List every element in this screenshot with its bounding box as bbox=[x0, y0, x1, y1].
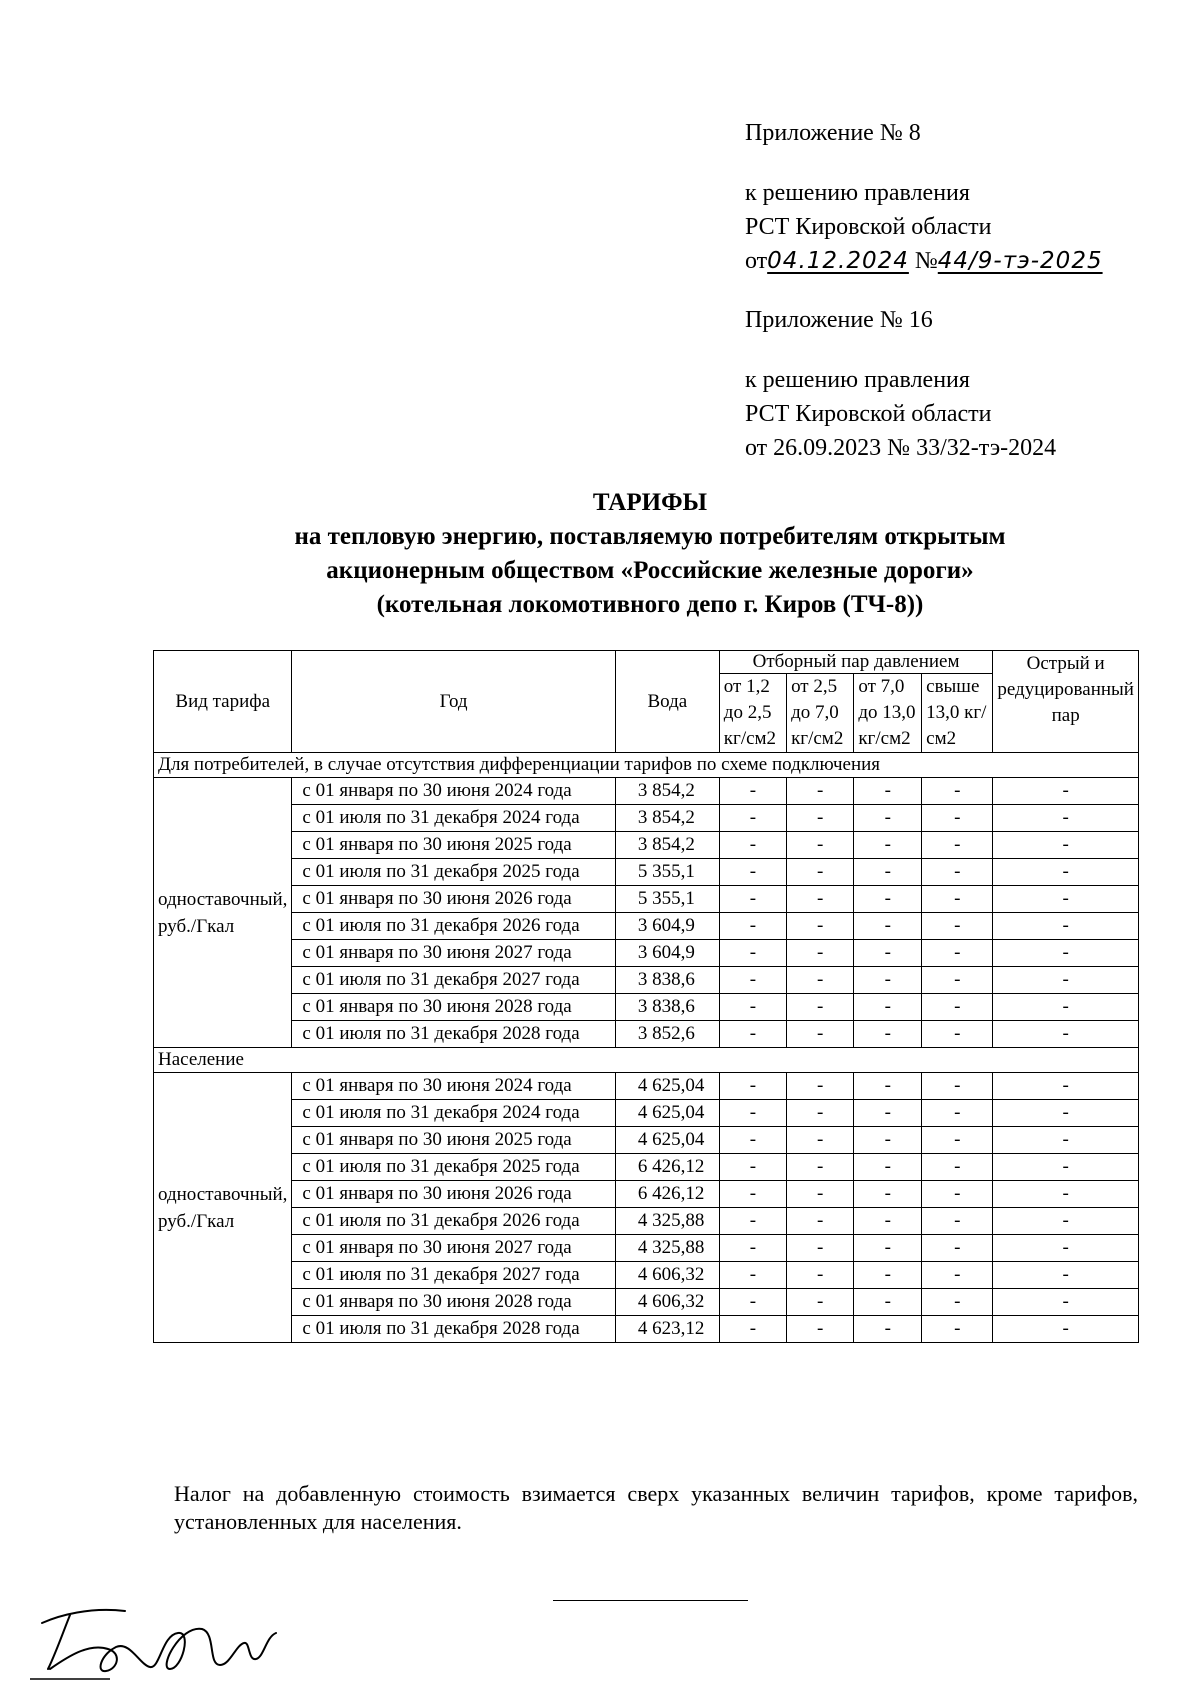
appendix-16-line3: от 26.09.2023 № 33/32-тэ-2024 bbox=[745, 435, 1057, 461]
empty-value-cell: - bbox=[993, 859, 1139, 886]
period-cell: с 01 июля по 31 декабря 2027 года bbox=[292, 967, 615, 994]
empty-value-cell: - bbox=[719, 805, 786, 832]
empty-value-cell: - bbox=[993, 1127, 1139, 1154]
empty-value-cell: - bbox=[787, 913, 854, 940]
water-tariff-cell: 5 355,1 bbox=[615, 859, 719, 886]
appendix-16-line2: РСТ Кировской области bbox=[745, 401, 992, 427]
heading-line3: (котельная локомотивного депо г. Киров (ТЧ-8)) bbox=[376, 591, 924, 618]
empty-value-cell: - bbox=[922, 1127, 993, 1154]
period-cell: с 01 января по 30 июня 2024 года bbox=[292, 1073, 615, 1100]
empty-value-cell: - bbox=[719, 1100, 786, 1127]
empty-value-cell: - bbox=[993, 832, 1139, 859]
heading-line1: на тепловую энергию, поставляемую потребителям открытым bbox=[294, 523, 1006, 550]
empty-value-cell: - bbox=[993, 913, 1139, 940]
appendix-8-line1: к решению правления bbox=[745, 180, 970, 206]
empty-value-cell: - bbox=[854, 805, 922, 832]
empty-value-cell: - bbox=[854, 967, 922, 994]
period-cell: с 01 января по 30 июня 2024 года bbox=[292, 778, 615, 805]
tariff-table bbox=[153, 650, 1139, 1343]
header-steam-1-2-to-2-5: от 1,2 до 2,5 кг/см2 bbox=[719, 674, 786, 753]
header-tariff-type: Вид тарифа bbox=[154, 651, 292, 753]
header-steam-group: Отборный пар давлением bbox=[719, 651, 993, 674]
empty-value-cell: - bbox=[787, 1100, 854, 1127]
empty-value-cell: - bbox=[993, 1262, 1139, 1289]
empty-value-cell: - bbox=[787, 886, 854, 913]
tariff-table-body bbox=[154, 753, 1139, 1343]
period-cell: с 01 января по 30 июня 2027 года bbox=[292, 940, 615, 967]
empty-value-cell: - bbox=[719, 1316, 786, 1343]
table-row bbox=[154, 1127, 1139, 1154]
empty-value-cell: - bbox=[922, 1021, 993, 1048]
table-row bbox=[154, 1316, 1139, 1343]
heading-line2: акционерным обществом «Российские железные дороги» bbox=[326, 557, 974, 584]
empty-value-cell: - bbox=[993, 1235, 1139, 1262]
section-title: Население bbox=[154, 1048, 1139, 1073]
empty-value-cell: - bbox=[719, 940, 786, 967]
empty-value-cell: - bbox=[854, 859, 922, 886]
empty-value-cell: - bbox=[922, 859, 993, 886]
water-tariff-cell: 5 355,1 bbox=[615, 886, 719, 913]
header-water: Вода bbox=[615, 651, 719, 753]
table-row bbox=[154, 1021, 1139, 1048]
empty-value-cell: - bbox=[787, 1262, 854, 1289]
table-row bbox=[154, 805, 1139, 832]
empty-value-cell: - bbox=[993, 994, 1139, 1021]
empty-value-cell: - bbox=[719, 1154, 786, 1181]
table-row bbox=[154, 1154, 1139, 1181]
water-tariff-cell: 3 604,9 bbox=[615, 940, 719, 967]
empty-value-cell: - bbox=[854, 1073, 922, 1100]
empty-value-cell: - bbox=[787, 1181, 854, 1208]
empty-value-cell: - bbox=[719, 994, 786, 1021]
water-tariff-cell: 3 854,2 bbox=[615, 805, 719, 832]
appendix-8-date-line bbox=[745, 244, 1103, 278]
empty-value-cell: - bbox=[922, 886, 993, 913]
water-tariff-cell: 4 606,32 bbox=[615, 1262, 719, 1289]
water-tariff-cell: 4 625,04 bbox=[615, 1127, 719, 1154]
table-row bbox=[154, 832, 1139, 859]
empty-value-cell: - bbox=[854, 1100, 922, 1127]
empty-value-cell: - bbox=[787, 1073, 854, 1100]
period-cell: с 01 января по 30 июня 2026 года bbox=[292, 886, 615, 913]
appendix-8-from: от bbox=[745, 248, 768, 274]
empty-value-cell: - bbox=[922, 832, 993, 859]
empty-value-cell: - bbox=[993, 1100, 1139, 1127]
empty-value-cell: - bbox=[854, 1154, 922, 1181]
water-tariff-cell: 4 325,88 bbox=[615, 1235, 719, 1262]
period-cell: с 01 июля по 31 декабря 2027 года bbox=[292, 1262, 615, 1289]
empty-value-cell: - bbox=[719, 1208, 786, 1235]
empty-value-cell: - bbox=[787, 1208, 854, 1235]
water-tariff-cell: 3 838,6 bbox=[615, 967, 719, 994]
empty-value-cell: - bbox=[787, 940, 854, 967]
period-cell: с 01 июля по 31 декабря 2028 года bbox=[292, 1021, 615, 1048]
empty-value-cell: - bbox=[993, 1073, 1139, 1100]
table-row bbox=[154, 913, 1139, 940]
table-row bbox=[154, 1262, 1139, 1289]
empty-value-cell: - bbox=[719, 778, 786, 805]
table-row bbox=[154, 1100, 1139, 1127]
period-cell: с 01 января по 30 июня 2025 года bbox=[292, 832, 615, 859]
empty-value-cell: - bbox=[993, 886, 1139, 913]
empty-value-cell: - bbox=[854, 886, 922, 913]
empty-value-cell: - bbox=[719, 859, 786, 886]
table-row bbox=[154, 1073, 1139, 1100]
vat-note-text: Налог на добавленную стоимость взимается сверх указанных величин тарифов, кроме тарифов, установленных для населения. bbox=[174, 1481, 1138, 1534]
empty-value-cell: - bbox=[922, 1235, 993, 1262]
header-steam-2-5-to-7: от 2,5 до 7,0 кг/см2 bbox=[787, 674, 854, 753]
empty-value-cell: - bbox=[854, 1208, 922, 1235]
period-cell: с 01 июля по 31 декабря 2024 года bbox=[292, 1100, 615, 1127]
empty-value-cell: - bbox=[787, 805, 854, 832]
section-title: Для потребителей, в случае отсутствия дифференциации тарифов по схеме подключения bbox=[154, 753, 1139, 778]
water-tariff-cell: 4 325,88 bbox=[615, 1208, 719, 1235]
table-row bbox=[154, 1208, 1139, 1235]
empty-value-cell: - bbox=[719, 1262, 786, 1289]
empty-value-cell: - bbox=[854, 1289, 922, 1316]
empty-value-cell: - bbox=[787, 967, 854, 994]
header-steam-over-13: свыше 13,0 кг/см2 bbox=[922, 674, 993, 753]
document-heading bbox=[150, 486, 1150, 622]
heading-title: ТАРИФЫ bbox=[592, 489, 708, 516]
table-row bbox=[154, 967, 1139, 994]
empty-value-cell: - bbox=[787, 859, 854, 886]
period-cell: с 01 июля по 31 декабря 2025 года bbox=[292, 1154, 615, 1181]
empty-value-cell: - bbox=[787, 1154, 854, 1181]
empty-value-cell: - bbox=[922, 1208, 993, 1235]
empty-value-cell: - bbox=[993, 1208, 1139, 1235]
empty-value-cell: - bbox=[719, 1127, 786, 1154]
empty-value-cell: - bbox=[922, 1262, 993, 1289]
empty-value-cell: - bbox=[787, 832, 854, 859]
empty-value-cell: - bbox=[922, 940, 993, 967]
table-row bbox=[154, 940, 1139, 967]
empty-value-cell: - bbox=[922, 994, 993, 1021]
appendix-8-title: Приложение № 8 bbox=[745, 120, 921, 146]
header-steam-7-to-13: от 7,0 до 13,0 кг/см2 bbox=[854, 674, 922, 753]
period-cell: с 01 июля по 31 декабря 2026 года bbox=[292, 913, 615, 940]
empty-value-cell: - bbox=[787, 1316, 854, 1343]
appendix-16-line1: к решению правления bbox=[745, 367, 970, 393]
empty-value-cell: - bbox=[922, 967, 993, 994]
table-row bbox=[154, 994, 1139, 1021]
period-cell: с 01 января по 30 июня 2028 года bbox=[292, 994, 615, 1021]
period-cell: с 01 января по 30 июня 2026 года bbox=[292, 1181, 615, 1208]
water-tariff-cell: 3 604,9 bbox=[615, 913, 719, 940]
empty-value-cell: - bbox=[719, 967, 786, 994]
appendix-8-block bbox=[745, 116, 1103, 278]
empty-value-cell: - bbox=[922, 1073, 993, 1100]
empty-value-cell: - bbox=[993, 1316, 1139, 1343]
period-cell: с 01 июля по 31 декабря 2025 года bbox=[292, 859, 615, 886]
tariff-type-cell: одноставочный, руб./Гкал bbox=[154, 778, 292, 1048]
empty-value-cell: - bbox=[854, 778, 922, 805]
empty-value-cell: - bbox=[787, 1289, 854, 1316]
water-tariff-cell: 4 623,12 bbox=[615, 1316, 719, 1343]
empty-value-cell: - bbox=[719, 832, 786, 859]
empty-value-cell: - bbox=[854, 994, 922, 1021]
empty-value-cell: - bbox=[854, 1262, 922, 1289]
divider-line bbox=[553, 1600, 748, 1601]
table-row bbox=[154, 1289, 1139, 1316]
empty-value-cell: - bbox=[719, 1181, 786, 1208]
appendix-8-handwritten-date: 04.12.2024 bbox=[767, 248, 909, 274]
section-row bbox=[154, 753, 1139, 778]
header-reduced-steam: Острый и редуцированный пар bbox=[993, 651, 1139, 753]
empty-value-cell: - bbox=[854, 940, 922, 967]
empty-value-cell: - bbox=[719, 886, 786, 913]
water-tariff-cell: 3 854,2 bbox=[615, 832, 719, 859]
empty-value-cell: - bbox=[993, 1181, 1139, 1208]
empty-value-cell: - bbox=[854, 1181, 922, 1208]
water-tariff-cell: 4 625,04 bbox=[615, 1073, 719, 1100]
empty-value-cell: - bbox=[922, 1154, 993, 1181]
empty-value-cell: - bbox=[922, 1316, 993, 1343]
period-cell: с 01 июля по 31 декабря 2026 года bbox=[292, 1208, 615, 1235]
tariff-type-cell: одноставочный, руб./Гкал bbox=[154, 1073, 292, 1343]
table-row bbox=[154, 859, 1139, 886]
appendix-16-title: Приложение № 16 bbox=[745, 307, 933, 333]
empty-value-cell: - bbox=[993, 1021, 1139, 1048]
appendix-16-block bbox=[745, 303, 1056, 465]
period-cell: с 01 января по 30 июня 2025 года bbox=[292, 1127, 615, 1154]
empty-value-cell: - bbox=[922, 778, 993, 805]
empty-value-cell: - bbox=[854, 913, 922, 940]
water-tariff-cell: 4 606,32 bbox=[615, 1289, 719, 1316]
empty-value-cell: - bbox=[993, 967, 1139, 994]
empty-value-cell: - bbox=[993, 1289, 1139, 1316]
empty-value-cell: - bbox=[854, 1127, 922, 1154]
empty-value-cell: - bbox=[719, 1021, 786, 1048]
period-cell: с 01 июля по 31 декабря 2024 года bbox=[292, 805, 615, 832]
empty-value-cell: - bbox=[922, 1100, 993, 1127]
water-tariff-cell: 6 426,12 bbox=[615, 1181, 719, 1208]
empty-value-cell: - bbox=[787, 1127, 854, 1154]
table-row bbox=[154, 1181, 1139, 1208]
section-row bbox=[154, 1048, 1139, 1073]
empty-value-cell: - bbox=[854, 1235, 922, 1262]
table-row bbox=[154, 778, 1139, 805]
empty-value-cell: - bbox=[922, 1181, 993, 1208]
empty-value-cell: - bbox=[854, 832, 922, 859]
empty-value-cell: - bbox=[922, 1289, 993, 1316]
water-tariff-cell: 3 854,2 bbox=[615, 778, 719, 805]
vat-note bbox=[174, 1480, 1138, 1536]
empty-value-cell: - bbox=[787, 994, 854, 1021]
period-cell: с 01 января по 30 июня 2027 года bbox=[292, 1235, 615, 1262]
empty-value-cell: - bbox=[922, 805, 993, 832]
appendix-8-line2: РСТ Кировской области bbox=[745, 214, 992, 240]
water-tariff-cell: 3 838,6 bbox=[615, 994, 719, 1021]
water-tariff-cell: 6 426,12 bbox=[615, 1154, 719, 1181]
empty-value-cell: - bbox=[787, 778, 854, 805]
empty-value-cell: - bbox=[787, 1021, 854, 1048]
period-cell: с 01 июля по 31 декабря 2028 года bbox=[292, 1316, 615, 1343]
header-year: Год bbox=[292, 651, 615, 753]
empty-value-cell: - bbox=[993, 940, 1139, 967]
empty-value-cell: - bbox=[787, 1235, 854, 1262]
empty-value-cell: - bbox=[719, 1235, 786, 1262]
empty-value-cell: - bbox=[719, 1289, 786, 1316]
appendix-8-number-sign: № bbox=[914, 248, 938, 274]
water-tariff-cell: 4 625,04 bbox=[615, 1100, 719, 1127]
empty-value-cell: - bbox=[922, 913, 993, 940]
empty-value-cell: - bbox=[993, 1154, 1139, 1181]
empty-value-cell: - bbox=[719, 1073, 786, 1100]
empty-value-cell: - bbox=[854, 1316, 922, 1343]
empty-value-cell: - bbox=[719, 913, 786, 940]
empty-value-cell: - bbox=[854, 1021, 922, 1048]
period-cell: с 01 января по 30 июня 2028 года bbox=[292, 1289, 615, 1316]
table-row bbox=[154, 1235, 1139, 1262]
empty-value-cell: - bbox=[993, 778, 1139, 805]
appendix-8-handwritten-number: 44/9-тэ-2025 bbox=[937, 248, 1103, 274]
empty-value-cell: - bbox=[993, 805, 1139, 832]
handwritten-signature bbox=[30, 1585, 290, 1685]
table-row bbox=[154, 886, 1139, 913]
water-tariff-cell: 3 852,6 bbox=[615, 1021, 719, 1048]
